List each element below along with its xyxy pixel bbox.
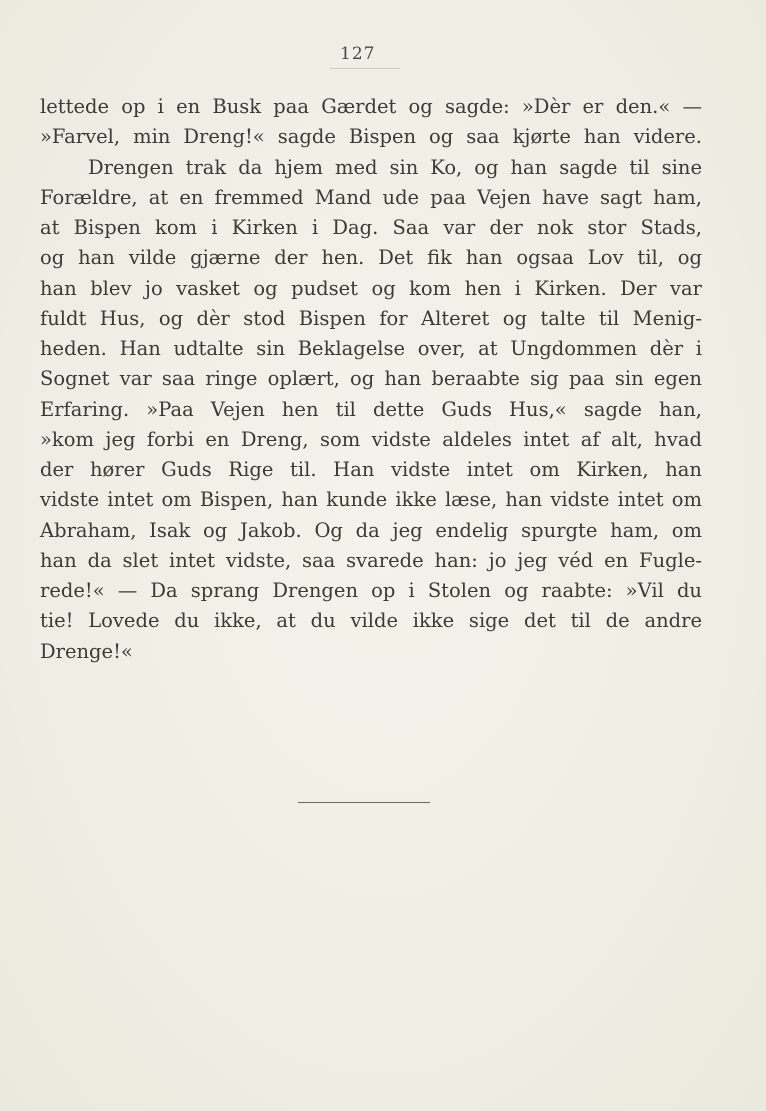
text-line: lettede op i en Busk paa Gærdet og sagde: »Dèr er den.« — [40,95,702,118]
text-line: at Bispen kom i Kirken i Dag. Saa var der nok stor Stads, [40,216,702,239]
page-number-rule [330,68,400,69]
end-rule [298,802,430,803]
text-line: og han vilde gjærne der hen. Det fik han ogsaa Lov til, og [40,246,702,270]
text-line: han blev jo vasket og pudset og kom hen i Kirken. Der var [40,276,702,300]
text-line: vidste intet om Bispen, han kunde ikke læse, han vidste intet om [40,488,702,512]
text-line: han da slet intet vidste, saa svarede han: jo jeg véd en Fugle- [40,548,702,572]
text-line: Drengen trak da hjem med sin Ko, og han sagde til sine [88,155,702,179]
text-line: Erfaring. »Paa Vejen hen til dette Guds Hus,« sagde han, [40,397,702,421]
text-line: fuldt Hus, og dèr stod Bispen for Alteret og talte til Menig- [40,306,702,330]
text-line: tie! Lovede du ikke, at du vilde ikke sige det til de andre [40,609,702,633]
text-line: der hører Guds Rige til. Han vidste intet om Kirken, han [40,458,702,481]
text-line: Abraham, Isak og Jakob. Og da jeg endelig spurgte ham, om [40,518,702,542]
text-line: »Farvel, min Dreng!« sagde Bispen og saa kjørte han videre. [40,125,702,149]
text-line: Drenge!« [40,639,133,663]
page-number: 127 [340,44,376,64]
body-text [40,92,702,667]
text-line: Forældre, at en fremmed Mand ude paa Vejen have sagt ham, [40,185,702,209]
text-line: heden. Han udtalte sin Beklagelse over, at Ungdommen dèr i [40,337,702,360]
text-line: Sognet var saa ringe oplært, og han beraabte sig paa sin egen [40,367,702,391]
text-line: rede!« — Da sprang Drengen op i Stolen og raabte: »Vil du [40,579,702,602]
text-line: »kom jeg forbi en Dreng, som vidste aldeles intet af alt, hvad [40,427,702,451]
